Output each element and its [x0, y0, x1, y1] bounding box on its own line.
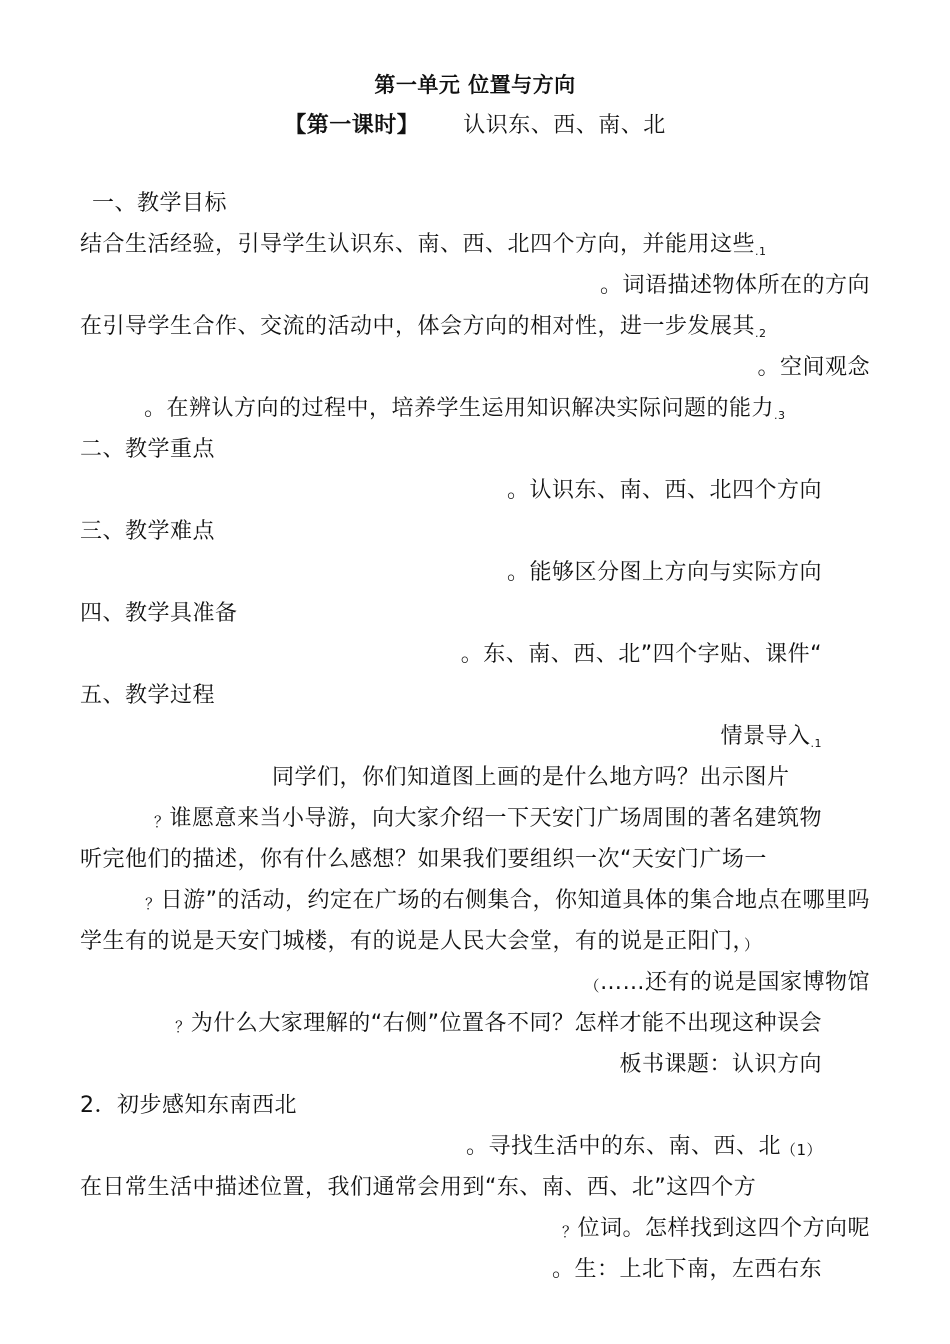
lesson-heading [0, 112, 950, 140]
preparation-text: 。东、南、西、北”四个字贴、课件“ [460, 642, 822, 667]
preparation-heading: 四、教学具准备 [80, 601, 238, 626]
paragraph-8-board-title: 板书课题：认识方向 [619, 1052, 822, 1077]
paragraph-5 [80, 928, 760, 957]
key-points-text: 。认识东、南、西、北四个方向 [506, 478, 822, 503]
paragraph-7-mark: ？ [175, 1018, 191, 1036]
step-1-title-text: 情景导入 [720, 724, 811, 749]
paragraph-2-mark: ？ [153, 813, 170, 831]
paragraph-11: 。生：上北下南，左西右东 [551, 1257, 822, 1282]
difficulty-heading: 三、教学难点 [80, 519, 216, 544]
step-2-subtitle-text: 。寻找生活中的东、南、西、北 [465, 1134, 781, 1159]
paragraph-4-mark: ？ [145, 895, 161, 913]
objective-1-line-2: 。词语描述物体所在的方向 [599, 273, 870, 298]
objective-1-number: .1 [755, 245, 767, 258]
step-2-subtitle [466, 1133, 822, 1162]
paragraph-5-text: 学生有的说是天安门城楼，有的说是人民大会堂，有的说是正阳门， [80, 929, 745, 954]
step-2-subtitle-number: （1） [780, 1141, 822, 1159]
paragraph-6-head: （ [584, 977, 600, 995]
paragraph-9: 在日常生活中描述位置，我们通常会用到“东、南、西、北”这四个方 [80, 1175, 757, 1200]
objective-1-line-1 [80, 231, 767, 262]
paragraph-2-text: 谁愿意来当小导游，向大家介绍一下天安门广场周围的著名建筑物 [169, 806, 822, 831]
paragraph-7 [175, 1010, 822, 1039]
unit-title: 第一单元 位置与方向 [374, 73, 576, 97]
objective-2-line-2: 。空间观念 [757, 355, 870, 380]
objective-2-number: .2 [755, 327, 767, 340]
objective-1-text: 结合生活经验，引导学生认识东、南、西、北四个方向，并能用这些 [80, 232, 756, 257]
objective-3-text: 。在辨认方向的过程中，培养学生运用知识解决实际问题的能力 [144, 396, 775, 421]
step-1-number: .1 [810, 737, 822, 750]
objective-3-line [144, 395, 786, 426]
paragraph-7-text: 为什么大家理解的“右侧”位置各不同？怎样才能不出现这种误会 [190, 1011, 822, 1036]
difficulty-text: 。能够区分图上方向与实际方向 [506, 560, 822, 585]
step-2-title: 2．初步感知东南西北 [80, 1093, 297, 1118]
paragraph-10 [562, 1215, 870, 1244]
lesson-label: 【第一课时】 [284, 113, 420, 138]
paragraph-10-mark: ？ [561, 1223, 578, 1241]
step-1-title [720, 723, 822, 754]
objectives-heading: 一、教学目标 [92, 191, 228, 216]
objective-2-line-1 [80, 313, 767, 344]
paragraph-6-text: ……还有的说是国家博物馆 [599, 970, 870, 995]
paragraph-3: 听完他们的描述，你有什么感想？如果我们要组织一次“天安门广场一 [80, 847, 767, 872]
objective-3-number: .3 [774, 409, 786, 422]
paragraph-1: 同学们，你们知道图上画的是什么地方吗？出示图片 [272, 765, 790, 790]
paragraph-5-tail: ） [744, 936, 760, 954]
paragraph-4-text: 日游”的活动，约定在广场的右侧集合，你知道具体的集合地点在哪里吗 [160, 888, 870, 913]
paragraph-6 [584, 969, 870, 998]
process-heading: 五、教学过程 [80, 683, 216, 708]
paragraph-2 [154, 805, 822, 834]
lesson-title: 认识东、西、南、北 [463, 113, 666, 138]
key-points-heading: 二、教学重点 [80, 437, 216, 462]
objective-2-text: 在引导学生合作、交流的活动中，体会方向的相对性，进一步发展其 [80, 314, 756, 339]
paragraph-10-text: 位词。怎样找到这四个方向呢 [577, 1216, 870, 1241]
paragraph-4 [145, 887, 870, 916]
